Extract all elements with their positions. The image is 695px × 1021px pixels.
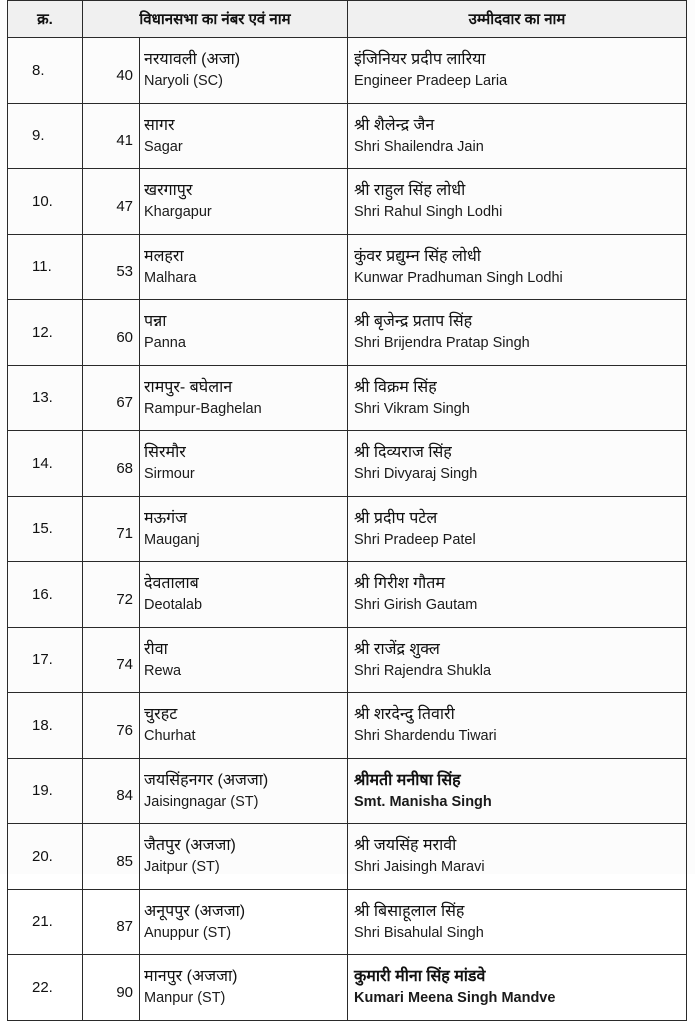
constituency-name-hindi: जैतपुर (अजजा) — [144, 837, 236, 855]
constituency-name-hindi: पन्ना — [144, 313, 167, 331]
constituency-name-cell — [140, 693, 348, 759]
candidate-name-cell — [348, 562, 687, 628]
constituency-name-cell — [140, 889, 348, 955]
constituency-name-cell — [140, 758, 348, 824]
candidate-name-english: Shri Brijendra Pratap Singh — [354, 335, 530, 352]
constituency-name-hindi: चुरहट — [144, 706, 178, 724]
constituency-number-cell: 84 — [83, 758, 140, 824]
candidate-name-english: Kumari Meena Singh Mandve — [354, 990, 556, 1007]
constituency-name-hindi: जयसिंहनगर (अजजा) — [144, 771, 269, 789]
candidate-name-cell — [348, 431, 687, 497]
table-row — [8, 627, 687, 693]
constituency-name-english: Churhat — [144, 728, 196, 745]
serial-cell: 15. — [8, 496, 83, 562]
candidate-name-hindi: कुमारी मीना सिंह मांडवे — [354, 968, 486, 986]
constituency-number-cell: 87 — [83, 889, 140, 955]
candidate-table — [7, 0, 687, 1021]
constituency-name-cell — [140, 38, 348, 104]
constituency-name-cell — [140, 365, 348, 431]
candidate-name-cell — [348, 103, 687, 169]
constituency-number-cell: 60 — [83, 300, 140, 366]
candidate-name-english: Smt. Manisha Singh — [354, 793, 492, 810]
candidate-name-cell — [348, 38, 687, 104]
constituency-number-cell: 71 — [83, 496, 140, 562]
serial-cell: 19. — [8, 758, 83, 824]
constituency-name-cell — [140, 431, 348, 497]
candidate-name-cell — [348, 889, 687, 955]
constituency-number-cell: 53 — [83, 234, 140, 300]
candidate-name-hindi: श्री दिव्यराज सिंह — [354, 444, 452, 462]
candidate-name-english: Shri Girish Gautam — [354, 597, 478, 614]
constituency-number-cell: 40 — [83, 38, 140, 104]
constituency-name-cell — [140, 627, 348, 693]
constituency-name-english: Naryoli (SC) — [144, 73, 223, 90]
constituency-name-english: Rampur-Baghelan — [144, 400, 262, 417]
serial-cell: 16. — [8, 562, 83, 628]
serial-cell: 13. — [8, 365, 83, 431]
serial-cell: 14. — [8, 431, 83, 497]
candidate-name-hindi: श्री जयसिंह मरावी — [354, 837, 457, 855]
constituency-number-cell: 47 — [83, 169, 140, 235]
constituency-number-cell: 41 — [83, 103, 140, 169]
candidate-name-english: Shri Vikram Singh — [354, 400, 470, 417]
constituency-number-cell: 90 — [83, 955, 140, 1021]
table-row — [8, 955, 687, 1021]
constituency-name-cell — [140, 496, 348, 562]
constituency-name-cell — [140, 234, 348, 300]
candidate-name-hindi: श्री बृजेन्द्र प्रताप सिंह — [354, 313, 473, 331]
table-row — [8, 496, 687, 562]
candidate-name-hindi: श्री शैलेन्द्र जैन — [354, 116, 435, 134]
candidate-name-hindi: इंजिनियर प्रदीप लारिया — [354, 51, 486, 69]
candidate-name-english: Shri Rahul Singh Lodhi — [354, 204, 503, 221]
serial-cell: 10. — [8, 169, 83, 235]
table-row — [8, 693, 687, 759]
serial-cell: 18. — [8, 693, 83, 759]
constituency-name-cell — [140, 955, 348, 1021]
candidate-name-hindi: श्रीमती मनीषा सिंह — [354, 771, 461, 789]
constituency-name-english: Jaitpur (ST) — [144, 859, 220, 876]
constituency-number-cell: 85 — [83, 824, 140, 890]
constituency-name-cell — [140, 103, 348, 169]
constituency-name-english: Malhara — [144, 269, 197, 286]
table-row — [8, 365, 687, 431]
constituency-number-cell: 68 — [83, 431, 140, 497]
table-row — [8, 889, 687, 955]
candidate-name-cell — [348, 627, 687, 693]
constituency-name-english: Khargapur — [144, 204, 212, 221]
constituency-name-english: Deotalab — [144, 597, 203, 614]
constituency-name-english: Panna — [144, 335, 186, 352]
constituency-number-cell: 74 — [83, 627, 140, 693]
constituency-name-english: Manpur (ST) — [144, 990, 226, 1007]
serial-cell: 9. — [8, 103, 83, 169]
serial-cell: 12. — [8, 300, 83, 366]
candidate-name-english: Engineer Pradeep Laria — [354, 73, 508, 90]
constituency-name-hindi: मऊगंज — [144, 509, 188, 527]
header-serial: क्र. — [8, 1, 83, 38]
constituency-name-english: Rewa — [144, 662, 182, 679]
candidate-name-english: Shri Pradeep Patel — [354, 531, 476, 548]
constituency-name-hindi: मलहरा — [144, 247, 184, 265]
candidate-name-cell — [348, 955, 687, 1021]
serial-cell: 21. — [8, 889, 83, 955]
header-candidate: उम्मीदवार का नाम — [348, 1, 687, 38]
serial-cell: 17. — [8, 627, 83, 693]
constituency-name-cell — [140, 169, 348, 235]
constituency-name-hindi: रामपुर- बघेलान — [144, 378, 233, 396]
candidate-name-english: Shri Rajendra Shukla — [354, 662, 492, 679]
candidate-name-hindi: श्री प्रदीप पटेल — [354, 509, 438, 527]
candidate-name-hindi: श्री शरदेन्दु तिवारी — [354, 706, 455, 724]
table-row — [8, 103, 687, 169]
candidate-name-english: Shri Divyaraj Singh — [354, 466, 478, 483]
table-row — [8, 562, 687, 628]
candidate-name-hindi: श्री राजेंद्र शुक्ल — [354, 640, 440, 658]
table-row — [8, 758, 687, 824]
candidate-name-cell — [348, 758, 687, 824]
serial-cell: 11. — [8, 234, 83, 300]
constituency-name-hindi: अनूपपुर (अजजा) — [144, 902, 246, 920]
candidate-name-english: Shri Jaisingh Maravi — [354, 859, 485, 876]
candidate-name-cell — [348, 496, 687, 562]
constituency-name-hindi: सिरमौर — [144, 444, 186, 462]
header-constituency: विधानसभा का नंबर एवं नाम — [83, 1, 348, 38]
constituency-name-english: Mauganj — [144, 531, 200, 548]
constituency-name-english: Sirmour — [144, 466, 195, 483]
candidate-name-cell — [348, 365, 687, 431]
constituency-name-cell — [140, 824, 348, 890]
constituency-name-cell — [140, 300, 348, 366]
candidate-name-cell — [348, 234, 687, 300]
table-header-row — [8, 1, 687, 38]
candidate-name-hindi: श्री विक्रम सिंह — [354, 378, 437, 396]
constituency-name-hindi: देवतालाब — [144, 575, 199, 593]
constituency-name-hindi: नरयावली (अजा) — [144, 51, 241, 69]
candidate-name-english: Shri Shardendu Tiwari — [354, 728, 497, 745]
candidate-name-hindi: श्री राहुल सिंह लोधी — [354, 182, 466, 200]
constituency-name-english: Anuppur (ST) — [144, 924, 232, 941]
serial-cell: 22. — [8, 955, 83, 1021]
candidate-name-hindi: कुंवर प्रद्युम्न सिंह लोधी — [354, 247, 481, 265]
table-row — [8, 431, 687, 497]
candidate-name-hindi: श्री गिरीश गौतम — [354, 575, 445, 593]
candidate-name-english: Shri Bisahulal Singh — [354, 924, 484, 941]
table-row — [8, 38, 687, 104]
serial-cell: 20. — [8, 824, 83, 890]
serial-cell: 8. — [8, 38, 83, 104]
constituency-name-english: Jaisingnagar (ST) — [144, 793, 259, 810]
candidate-name-english: Kunwar Pradhuman Singh Lodhi — [354, 269, 563, 286]
constituency-name-hindi: खरगापुर — [144, 182, 193, 200]
constituency-number-cell: 76 — [83, 693, 140, 759]
table-row — [8, 824, 687, 890]
constituency-name-cell — [140, 562, 348, 628]
constituency-name-hindi: सागर — [144, 116, 175, 134]
constituency-name-hindi: मानपुर (अजजा) — [144, 968, 238, 986]
table-body — [8, 38, 687, 1021]
constituency-name-hindi: रीवा — [144, 640, 168, 658]
constituency-number-cell: 72 — [83, 562, 140, 628]
candidate-name-english: Shri Shailendra Jain — [354, 138, 484, 155]
constituency-name-english: Sagar — [144, 138, 183, 155]
table-row — [8, 169, 687, 235]
candidate-name-cell — [348, 693, 687, 759]
candidate-name-cell — [348, 300, 687, 366]
candidate-name-hindi: श्री बिसाहूलाल सिंह — [354, 902, 465, 920]
constituency-number-cell: 67 — [83, 365, 140, 431]
table-row — [8, 234, 687, 300]
table-row — [8, 300, 687, 366]
candidate-name-cell — [348, 169, 687, 235]
candidate-name-cell — [348, 824, 687, 890]
